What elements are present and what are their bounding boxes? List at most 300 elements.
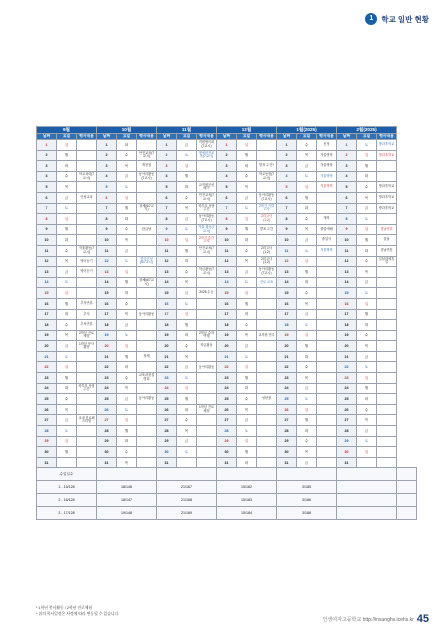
- calendar-weekday: 목: [57, 330, 77, 341]
- calendar-date: 2: [37, 150, 57, 161]
- calendar-weekday: 목: [357, 267, 377, 278]
- calendar-date: 7: [157, 203, 177, 214]
- calendar-date: 26: [217, 404, 237, 415]
- calendar-weekday: 금: [117, 394, 137, 405]
- calendar-date: 5: [97, 182, 117, 193]
- note-line: * 위의 학사일정은 사정에 따라 변동될 수 있습니다.: [36, 611, 120, 616]
- calendar-weekday: 월: [117, 351, 137, 362]
- calendar-date: 6: [277, 192, 297, 203]
- calendar-date: 25: [37, 394, 57, 405]
- calendar-weekday: 일: [117, 341, 137, 352]
- calendar-event: [77, 203, 97, 214]
- calendar-weekday: 일: [237, 436, 257, 447]
- column-header: 행사내용: [77, 134, 97, 140]
- calendar-date: 18: [337, 320, 357, 331]
- calendar-date: 6: [157, 192, 177, 203]
- summary-cell: 15/184: [217, 507, 277, 520]
- calendar-weekday: 수: [297, 436, 317, 447]
- calendar-weekday: 일: [57, 214, 77, 225]
- calendar-date: 2: [97, 150, 117, 161]
- column-header: 요일: [117, 134, 137, 140]
- calendar-event: [137, 404, 157, 415]
- calendar-event: [77, 447, 97, 458]
- calendar-event: 동아리활동: [137, 394, 157, 405]
- calendar-weekday: 월: [297, 192, 317, 203]
- calendar-weekday: 월: [357, 309, 377, 320]
- calendar-date: 16: [157, 298, 177, 309]
- calendar-event: [197, 394, 217, 405]
- calendar-event: 2학기 중간고사: [197, 235, 217, 246]
- calendar-weekday: 금: [297, 309, 317, 320]
- calendar-row: [37, 362, 417, 373]
- calendar-event: 2회고사(1,2): [257, 245, 277, 256]
- calendar-weekday: 목: [117, 161, 137, 172]
- calendar-event: [137, 447, 157, 458]
- calendar-weekday: 목: [57, 256, 77, 267]
- calendar-event: [377, 320, 397, 331]
- calendar-date: 11: [37, 245, 57, 256]
- calendar-weekday: 금: [177, 362, 197, 373]
- summary-row: [37, 468, 417, 481]
- calendar-event: 졸업예배: [317, 224, 337, 235]
- calendar-event: [77, 235, 97, 246]
- summary-cell: [397, 481, 417, 494]
- calendar-weekday: 일: [297, 256, 317, 267]
- summary-cell: [217, 468, 277, 481]
- calendar-weekday: 일: [57, 362, 77, 373]
- calendar-weekday: 금: [297, 235, 317, 246]
- calendar-event: [257, 298, 277, 309]
- calendar-date: 29: [337, 436, 357, 447]
- calendar-event: [137, 341, 157, 352]
- calendar-body: [37, 140, 417, 520]
- calendar-date: 17: [337, 309, 357, 320]
- calendar-event: [197, 457, 217, 468]
- calendar-row: [37, 457, 417, 468]
- calendar-weekday: 목: [177, 203, 197, 214]
- summary-cell: [337, 507, 397, 520]
- calendar-event: [197, 447, 217, 458]
- calendar-event: 졸업식: [317, 235, 337, 246]
- calendar-event: 방과후학교: [377, 182, 397, 193]
- calendar-event: [317, 320, 337, 331]
- calendar-date: 31: [217, 457, 237, 468]
- calendar-weekday: 목: [117, 457, 137, 468]
- calendar-event: [317, 362, 337, 373]
- calendar-weekday: 토: [57, 203, 77, 214]
- summary-cell: [397, 507, 417, 520]
- calendar-date: 9: [337, 224, 357, 235]
- calendar-date: 13: [37, 267, 57, 278]
- month-header-row: [37, 127, 417, 134]
- calendar-date: 31: [337, 457, 357, 468]
- calendar-weekday: 월: [57, 447, 77, 458]
- calendar-event: 동아리활동(7교시): [257, 267, 277, 278]
- calendar-weekday: 화: [237, 309, 257, 320]
- calendar-event: 안전교육(7교시): [137, 150, 157, 161]
- page-footer: [323, 613, 429, 625]
- calendar-date: 8: [217, 214, 237, 225]
- calendar-event: 설날연휴: [377, 224, 397, 235]
- calendar-event: 직원협의회(7교시): [197, 140, 217, 151]
- calendar-event: 학부모 상담주간: [77, 383, 97, 394]
- calendar-event: 한국인성(6/7교시): [137, 256, 157, 267]
- summary-cell: [157, 468, 217, 481]
- calendar-date: 7: [337, 203, 357, 214]
- calendar-date: 8: [97, 214, 117, 225]
- calendar-weekday: 화: [57, 235, 77, 246]
- calendar-event: [317, 203, 337, 214]
- calendar-date: 20: [277, 341, 297, 352]
- calendar-date: 25: [277, 394, 297, 405]
- calendar-row: [37, 320, 417, 331]
- calendar-weekday: 화: [117, 436, 137, 447]
- calendar-date: 7: [97, 203, 117, 214]
- calendar-weekday: 월: [57, 224, 77, 235]
- column-header: 요일: [57, 134, 77, 140]
- calendar-event: [197, 256, 217, 267]
- calendar-date: 22: [157, 362, 177, 373]
- calendar-date: 19: [337, 330, 357, 341]
- calendar-event: [317, 436, 337, 447]
- calendar-event: [317, 415, 337, 426]
- calendar-date: 30: [97, 447, 117, 458]
- calendar-weekday: 일: [297, 182, 317, 193]
- calendar-weekday: 일: [57, 140, 77, 151]
- calendar-date: 13: [97, 267, 117, 278]
- calendar-event: [77, 224, 97, 235]
- calendar-weekday: 일: [177, 161, 197, 172]
- calendar-weekday: 월: [57, 150, 77, 161]
- calendar-weekday: 금: [357, 426, 377, 437]
- calendar-weekday: 화: [117, 140, 137, 151]
- calendar-date: 15: [217, 288, 237, 299]
- calendar-row: [37, 447, 417, 458]
- month-header: 1월(2025): [277, 127, 337, 134]
- calendar-event: [137, 436, 157, 447]
- calendar-weekday: 월: [237, 150, 257, 161]
- calendar-event: [77, 373, 97, 384]
- calendar-weekday: 일: [297, 404, 317, 415]
- calendar-event: [317, 341, 337, 352]
- calendar-event: [137, 298, 157, 309]
- calendar-event: 겨울방학: [317, 150, 337, 161]
- calendar-weekday: 수: [177, 341, 197, 352]
- calendar-weekday: 금: [117, 171, 137, 182]
- calendar-weekday: 화: [117, 288, 137, 299]
- summary-cell: 21/167: [157, 481, 217, 494]
- calendar-event: 안전교육(7교시): [197, 245, 217, 256]
- calendar-event: [317, 351, 337, 362]
- calendar-event: [257, 140, 277, 151]
- calendar-weekday: 화: [357, 245, 377, 256]
- calendar-date: 28: [337, 426, 357, 437]
- calendar-weekday: [57, 457, 77, 468]
- calendar-event: [77, 362, 97, 373]
- calendar-date: 27: [337, 415, 357, 426]
- calendar-date: 28: [277, 426, 297, 437]
- calendar-weekday: 화: [177, 404, 197, 415]
- calendar-date: 21: [337, 351, 357, 362]
- calendar-event: [257, 436, 277, 447]
- calendar-date: 16: [217, 298, 237, 309]
- calendar-date: 16: [277, 298, 297, 309]
- calendar-row: [37, 394, 417, 405]
- calendar-event: [197, 383, 217, 394]
- calendar-event: [377, 351, 397, 362]
- calendar-event: [257, 415, 277, 426]
- calendar-weekday: 금: [177, 288, 197, 299]
- calendar-event: 학교동원(7교시): [257, 171, 277, 182]
- calendar-date: 1: [157, 140, 177, 151]
- calendar-date: 2: [337, 150, 357, 161]
- calendar-event: 설날연휴: [377, 245, 397, 256]
- calendar-weekday: 월: [177, 394, 197, 405]
- calendar-date: 19: [37, 330, 57, 341]
- calendar-weekday: 월: [117, 277, 137, 288]
- calendar-event: 자율 활동(7교시): [197, 224, 217, 235]
- calendar-event: [257, 383, 277, 394]
- calendar-date: 14: [157, 277, 177, 288]
- calendar-date: 31: [37, 457, 57, 468]
- calendar-date: 21: [97, 351, 117, 362]
- summary-cell: 18/147: [97, 494, 157, 507]
- calendar-event: 겨울방학: [317, 161, 337, 172]
- calendar-weekday: 화: [357, 320, 377, 331]
- calendar-date: 9: [217, 224, 237, 235]
- calendar-date: 14: [97, 277, 117, 288]
- calendar-event: [137, 235, 157, 246]
- calendar-weekday: 목: [297, 298, 317, 309]
- calendar-weekday: 일: [237, 362, 257, 373]
- calendar-weekday: 금: [357, 203, 377, 214]
- calendar-date: 30: [37, 447, 57, 458]
- calendar-date: 14: [217, 277, 237, 288]
- summary-cell: 수업일수: [37, 468, 97, 481]
- calendar-date: 3: [277, 161, 297, 172]
- summary-cell: 1 - 15/128: [37, 481, 97, 494]
- calendar-date: 29: [97, 436, 117, 447]
- calendar-weekday: 화: [297, 277, 317, 288]
- calendar-date: 4: [217, 171, 237, 182]
- calendar-event: 개천절: [137, 161, 157, 172]
- calendar-event: 2학년 수학여행: [197, 330, 217, 341]
- calendar-weekday: 화: [57, 309, 77, 320]
- calendar-weekday: 토: [177, 447, 197, 458]
- calendar-weekday: 토: [357, 362, 377, 373]
- calendar-date: 28: [97, 426, 117, 437]
- calendar-event: [137, 140, 157, 151]
- calendar-event: [377, 161, 397, 172]
- calendar-event: 영어듣기: [77, 267, 97, 278]
- calendar-date: 25: [97, 394, 117, 405]
- calendar-row: [37, 373, 417, 384]
- calendar-event: [317, 256, 337, 267]
- calendar-date: 11: [97, 245, 117, 256]
- calendar-date: 20: [37, 341, 57, 352]
- calendar-event: [137, 288, 157, 299]
- calendar-date: 26: [337, 404, 357, 415]
- summary-cell: 15/182: [217, 481, 277, 494]
- calendar-weekday: [177, 457, 197, 468]
- calendar-weekday: 일: [57, 288, 77, 299]
- section-header: [365, 13, 429, 25]
- calendar-event: [377, 447, 397, 458]
- calendar-date: 26: [277, 404, 297, 415]
- calendar-weekday: 화: [297, 203, 317, 214]
- calendar-event: [137, 320, 157, 331]
- calendar-event: 교직원친선배구: [197, 182, 217, 193]
- calendar-weekday: 금: [297, 383, 317, 394]
- calendar-weekday: 목: [297, 224, 317, 235]
- calendar-date: 18: [217, 320, 237, 331]
- calendar-event: [77, 140, 97, 151]
- calendar-weekday: 금: [57, 341, 77, 352]
- calendar-row: [37, 192, 417, 203]
- calendar-event: [197, 426, 217, 437]
- calendar-event: 겨울방학: [317, 182, 337, 193]
- calendar-event: [377, 404, 397, 415]
- calendar-row: [37, 214, 417, 225]
- calendar-weekday: 수: [297, 214, 317, 225]
- calendar-weekday: 화: [177, 256, 197, 267]
- calendar-weekday: 토: [57, 426, 77, 437]
- summary-cell: [337, 481, 397, 494]
- calendar-date: 21: [277, 351, 297, 362]
- calendar-event: [137, 383, 157, 394]
- calendar-event: [77, 288, 97, 299]
- calendar-weekday: 일: [297, 330, 317, 341]
- calendar-row: [37, 415, 417, 426]
- column-header: 요일: [357, 134, 377, 140]
- calendar-date: 25: [157, 394, 177, 405]
- calendar-event: 학교폭력(7교시): [77, 171, 97, 182]
- calendar-weekday: 토: [177, 224, 197, 235]
- calendar-date: 19: [157, 330, 177, 341]
- calendar-date: 27: [277, 415, 297, 426]
- calendar-date: 19: [217, 330, 237, 341]
- calendar-event: [377, 309, 397, 320]
- calendar-weekday: 목: [117, 309, 137, 320]
- calendar-event: 2회고사(1,2): [257, 214, 277, 225]
- calendar-weekday: 토: [357, 436, 377, 447]
- calendar-date: 22: [97, 362, 117, 373]
- calendar-event: [377, 298, 397, 309]
- calendar-date: 16: [97, 298, 117, 309]
- calendar-weekday: 화: [117, 362, 137, 373]
- calendar-event: 1학년 봉사활동: [77, 341, 97, 352]
- calendar-weekday: [357, 457, 377, 468]
- summary-row: [37, 494, 417, 507]
- academic-calendar-table: [36, 126, 417, 520]
- calendar-event: [317, 447, 337, 458]
- calendar-event: 창체: [137, 351, 157, 362]
- calendar-event: [377, 373, 397, 384]
- calendar-date: 5: [337, 182, 357, 193]
- calendar-weekday: 수: [117, 150, 137, 161]
- calendar-weekday: 토: [117, 256, 137, 267]
- calendar-weekday: 월: [177, 320, 197, 331]
- calendar-weekday: 화: [177, 330, 197, 341]
- calendar-row: [37, 203, 417, 214]
- calendar-event: [377, 415, 397, 426]
- calendar-weekday: 목: [57, 182, 77, 193]
- month-header: 11월: [157, 127, 217, 134]
- column-header: 행사내용: [197, 134, 217, 140]
- calendar-date: 6: [97, 192, 117, 203]
- calendar-weekday: 목: [57, 404, 77, 415]
- calendar-event: [377, 214, 397, 225]
- note-line: * 1학년 봉사활동 / 2학년 진로체험: [36, 606, 93, 610]
- calendar-date: 5: [37, 182, 57, 193]
- calendar-event: [77, 161, 97, 172]
- calendar-event: [377, 288, 397, 299]
- calendar-weekday: 화: [237, 457, 257, 468]
- calendar-date: 23: [97, 373, 117, 384]
- calendar-weekday: 수: [357, 182, 377, 193]
- calendar-weekday: 월: [297, 267, 317, 278]
- calendar-event: [317, 457, 337, 468]
- calendar-date: 13: [217, 267, 237, 278]
- column-header: 행사내용: [377, 134, 397, 140]
- calendar-weekday: 수: [177, 267, 197, 278]
- calendar-date: 16: [337, 298, 357, 309]
- calendar-event: [197, 373, 217, 384]
- calendar-weekday: 토: [237, 277, 257, 288]
- calendar-event: [377, 341, 397, 352]
- calendar-event: [257, 426, 277, 437]
- calendar-event: [317, 267, 337, 278]
- calendar-date: 5: [157, 182, 177, 193]
- calendar-event: 방과후학교: [377, 192, 397, 203]
- calendar-date: 30: [157, 447, 177, 458]
- calendar-event: 신정: [317, 140, 337, 151]
- calendar-date: 23: [157, 373, 177, 384]
- calendar-date: 10: [337, 235, 357, 246]
- calendar-event: [197, 436, 217, 447]
- calendar-event: [197, 415, 217, 426]
- calendar-weekday: 일: [57, 436, 77, 447]
- calendar-weekday: 수: [357, 256, 377, 267]
- calendar-event: [377, 457, 397, 468]
- calendar-event: [377, 277, 397, 288]
- calendar-date: 29: [157, 436, 177, 447]
- calendar-weekday: 목: [357, 341, 377, 352]
- school-name-url: 인생여자고등학교 http://insunghs.icehs.kr: [322, 616, 414, 623]
- calendar-row: [37, 140, 417, 151]
- calendar-date: 8: [37, 214, 57, 225]
- calendar-weekday: 수: [297, 288, 317, 299]
- calendar-weekday: 수: [117, 447, 137, 458]
- calendar-event: [77, 182, 97, 193]
- calendar-weekday: 수: [57, 245, 77, 256]
- calendar-date: 19: [277, 330, 297, 341]
- calendar-weekday: 목: [237, 182, 257, 193]
- calendar-weekday: 월: [237, 447, 257, 458]
- calendar-weekday: 월: [237, 373, 257, 384]
- calendar-date: 14: [277, 277, 297, 288]
- calendar-event: [137, 245, 157, 256]
- summary-cell: [337, 494, 397, 507]
- calendar-event: 자율활동(7교시): [77, 245, 97, 256]
- calendar-event: 추석연휴: [77, 320, 97, 331]
- calendar-weekday: 월: [297, 415, 317, 426]
- calendar-date: 4: [37, 171, 57, 182]
- calendar-weekday: 수: [177, 192, 197, 203]
- calendar-event: [197, 298, 217, 309]
- calendar-date: 30: [337, 447, 357, 458]
- calendar-event: [77, 404, 97, 415]
